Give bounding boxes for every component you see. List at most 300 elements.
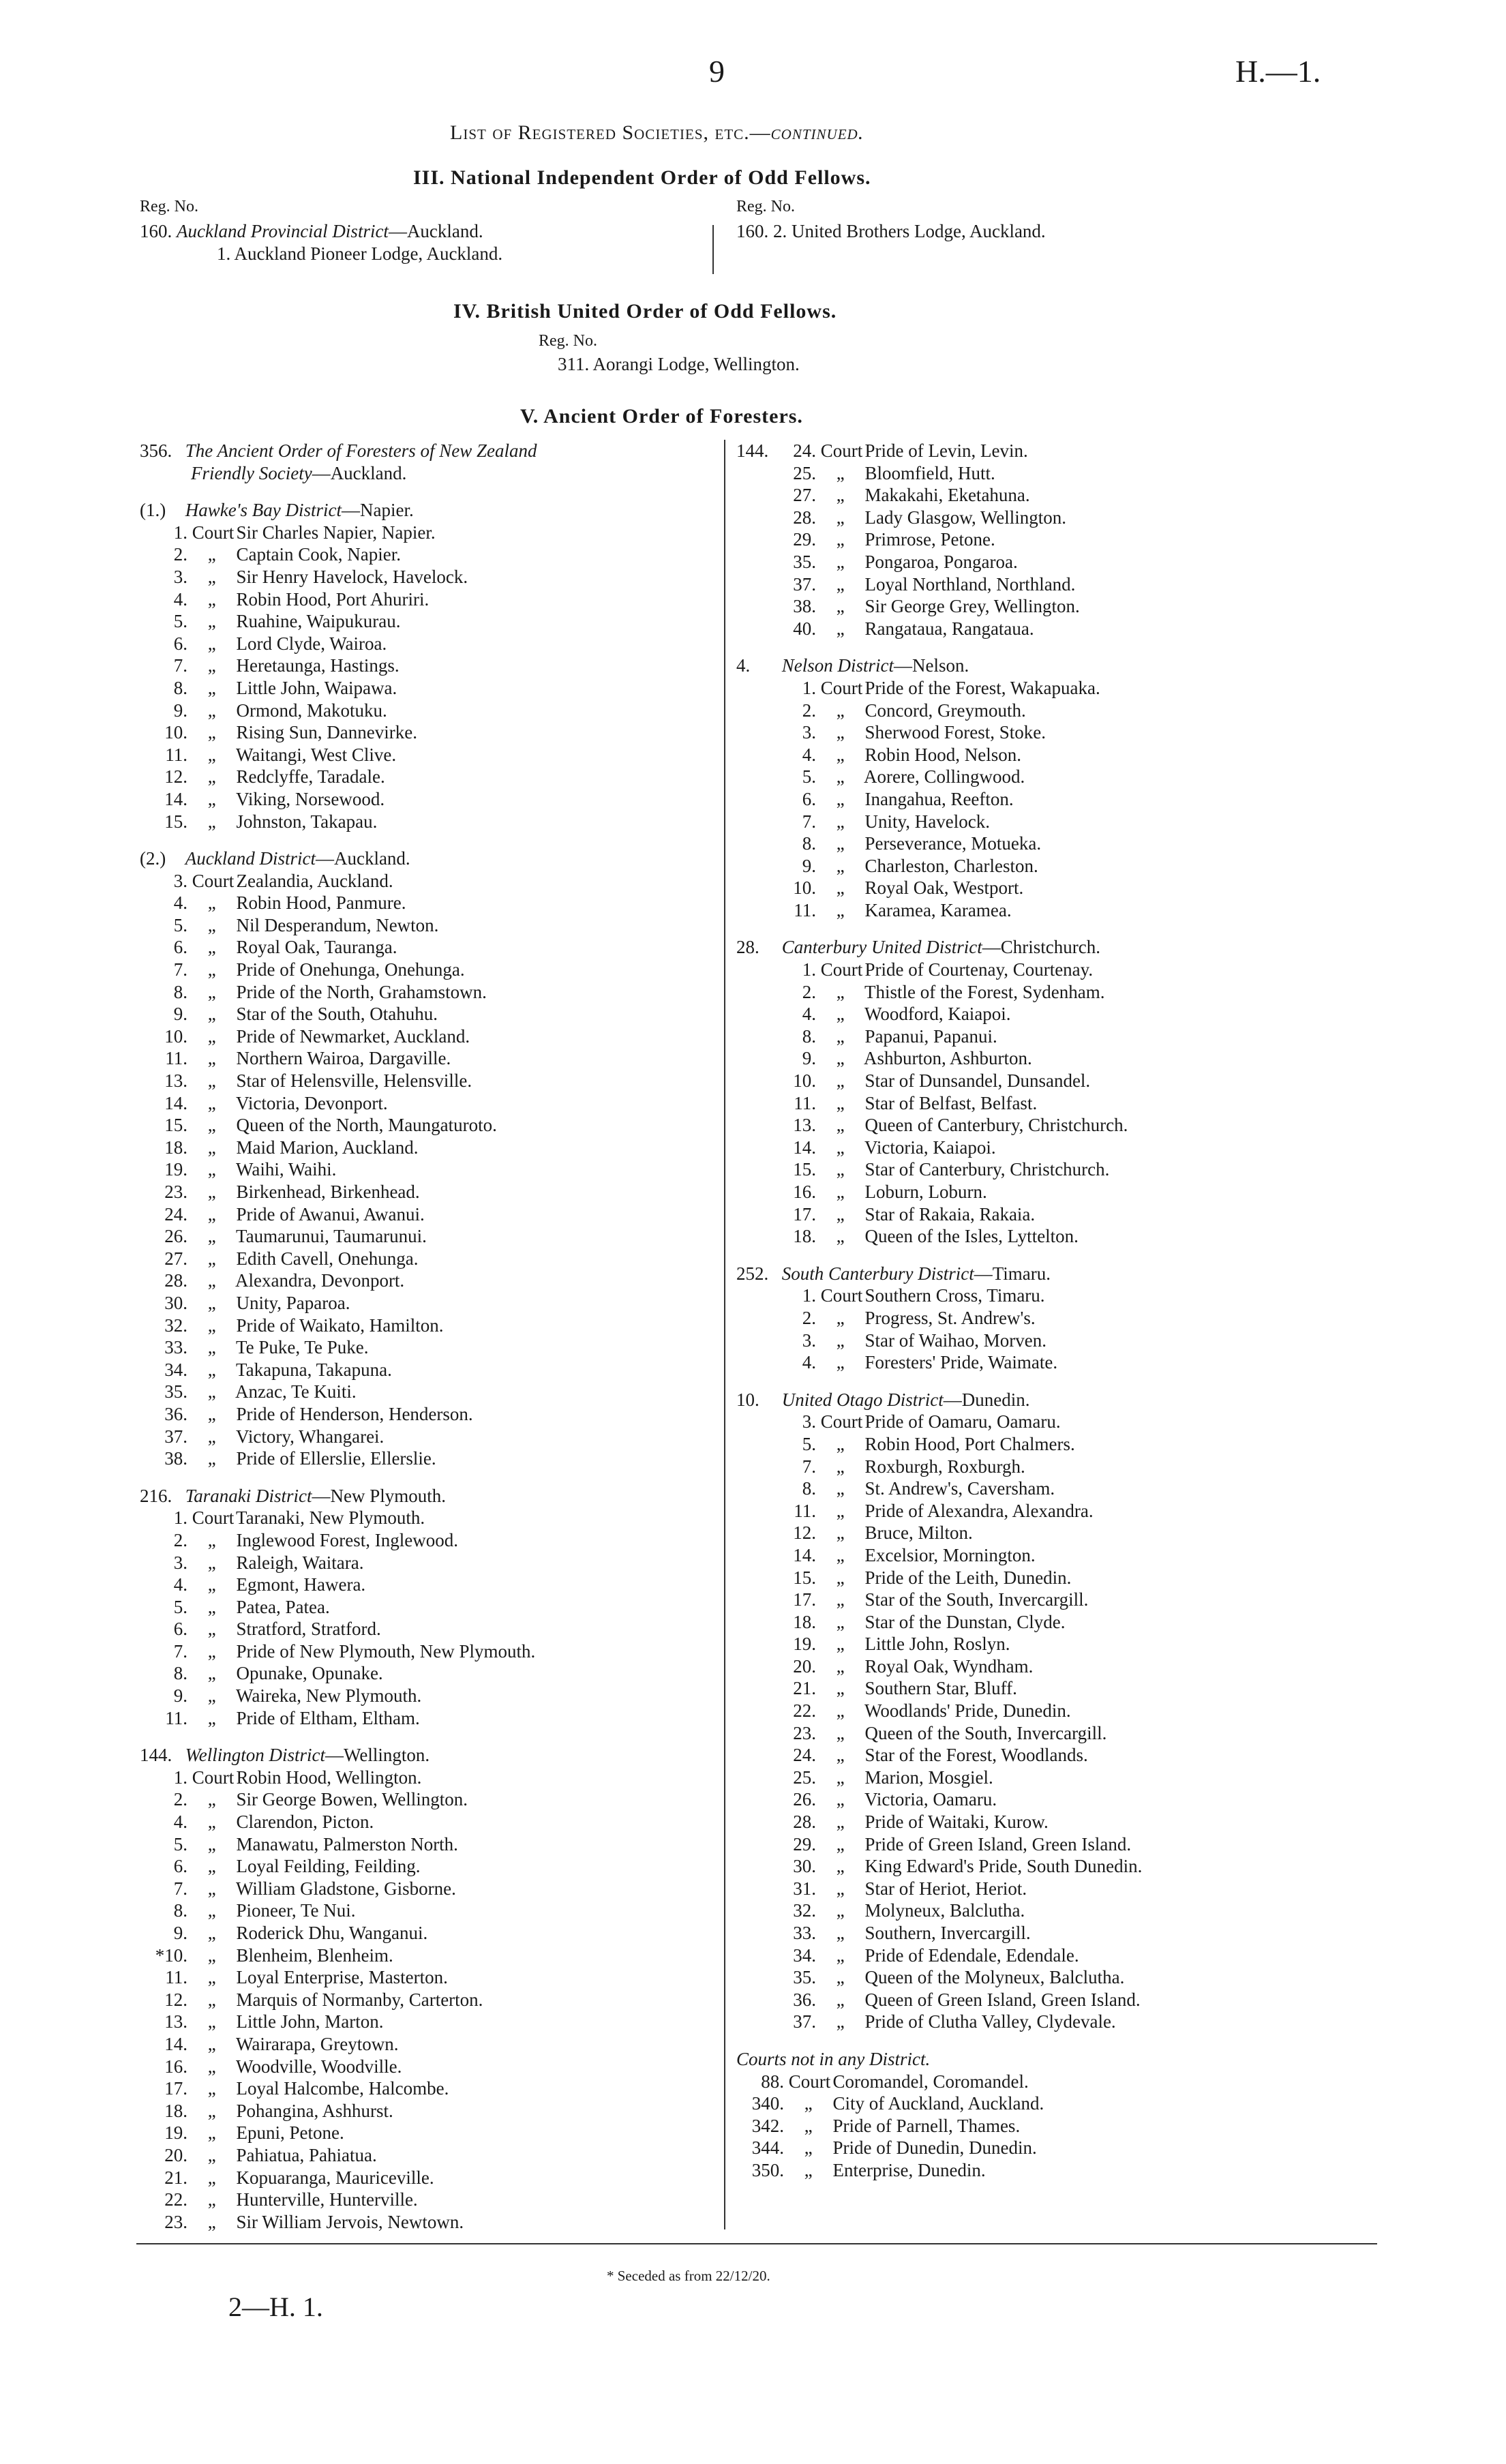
court-prefix: „ [207,1203,216,1225]
court-entry [140,2144,719,2167]
court-prefix: „ [836,573,845,595]
court-name: Queen of the Molyneux, Balclutha. [864,1967,1125,1988]
court-prefix: „ [836,1900,845,1921]
court-name: Pohangina, Ashhurst. [236,2100,393,2121]
court-prefix: „ [836,1137,845,1158]
court-entry [140,1989,719,2011]
court-name: Queen of the South, Invercargill. [864,1722,1107,1743]
court-entry [736,1003,1418,1025]
court-name: Pahiatua, Pahiatua. [236,2144,377,2165]
court-number: 350. [751,2159,784,2180]
court-name: Sir George Bowen, Wellington. [236,1789,468,1810]
court-number: 21. [164,2167,187,2188]
reg-number: 144. [736,440,769,461]
court-number: 5. [173,1833,187,1854]
court-number: 11. [165,1707,187,1728]
court-prefix: „ [207,566,216,587]
court-name: Loburn, Loburn. [864,1182,987,1202]
court-number: 24. [164,1203,187,1225]
court-name: Loyal Northland, Northland. [864,573,1076,595]
court-entry [736,1767,1418,1789]
court-prefix: „ [836,1544,845,1565]
court-entry [140,522,719,544]
court-entry [736,573,1418,596]
court-prefix: „ [207,1137,216,1158]
court-prefix: „ [836,1522,845,1544]
court-entry [736,2092,1418,2115]
court-entry [140,744,719,766]
court-number: 3. [802,722,816,743]
court-number: 342. [751,2115,784,2136]
court-prefix: „ [836,1989,845,2010]
court-prefix: „ [207,1923,216,1943]
court-name: Pride of Oamaru, Oamaru. [864,1411,1061,1432]
court-number: 11. [165,744,187,765]
court-number: 35. [793,1967,816,1988]
court-entry [736,766,1418,788]
court-entry [736,1677,1418,1700]
court-name: Bruce, Milton. [864,1522,973,1544]
court-entry [736,1922,1418,1944]
court-prefix: „ [207,1070,216,1092]
court-entry [736,811,1418,833]
court-name: Opunake, Opunake. [236,1663,383,1684]
court-number: 7. [173,1878,187,1899]
court-number: 8. [173,981,187,1002]
court-number: 10. [164,1025,187,1047]
court-number: 8. [802,833,816,854]
court-name: Aorere, Collingwood. [864,766,1025,787]
court-prefix: „ [207,2122,216,2144]
court-number: 16. [793,1182,816,1202]
court-number: 11. [165,1967,187,1988]
court-prefix: „ [836,1745,845,1766]
court-prefix: „ [207,2211,216,2232]
court-entry [736,618,1418,640]
court-prefix: „ [207,588,216,610]
court-name: Pongaroa, Pongaroa. [864,551,1018,572]
court-entry [140,1833,719,1856]
court-number: 1. [173,1767,187,1788]
court-number: 1. [802,677,816,698]
court-number: 22. [164,2189,187,2210]
court-entry [140,914,719,937]
court-prefix: „ [207,1292,216,1313]
court-prefix: „ [207,744,216,765]
court-name: Perseverance, Motueka. [864,833,1042,854]
court-prefix: „ [836,529,845,550]
court-entry [140,1596,719,1619]
court-name: Inglewood Forest, Inglewood. [236,1529,458,1550]
court-prefix: „ [207,1967,216,1988]
court-entry [140,1922,719,1944]
court-name: Victoria, Devonport. [236,1092,388,1113]
court-prefix: „ [836,507,845,528]
court-entry [736,1611,1418,1634]
court-prefix: „ [207,2033,216,2054]
court-prefix: „ [836,1182,845,1202]
court-name: Victoria, Kaiapoi. [864,1137,996,1158]
district-heading: 144. Wellington District—Wellington. [140,1745,430,1766]
court-entry [736,1655,1418,1678]
court-prefix: „ [207,1381,216,1402]
court-name: Taumarunui, Taumarunui. [236,1226,427,1247]
court-prefix: „ [836,1004,845,1025]
court-number: 5. [802,1433,816,1454]
court-name: Southern Star, Bluff. [864,1678,1017,1699]
court-number: 29. [793,1833,816,1854]
reg-no-label: Reg. No. [140,198,198,215]
court-entry [736,1744,1418,1767]
court-name: Waitangi, West Clive. [236,744,397,765]
court-prefix: „ [207,1403,216,1424]
district-heading: 28. Canterbury United District—Christchurch. [736,937,1100,958]
court-entry [140,1292,719,1314]
court-entry [736,462,1418,485]
court-prefix: „ [207,1789,216,1810]
court-entry [736,1722,1418,1745]
court-number: 20. [793,1655,816,1677]
column-divider [712,225,714,274]
district-heading: 10. United Otago District—Dunedin. [736,1389,1030,1410]
court-name: Robin Hood, Wellington. [236,1767,422,1788]
court-prefix: „ [207,1878,216,1899]
court-number: 23. [164,2211,187,2232]
court-entry [736,1181,1418,1203]
court-number: 8. [173,1900,187,1921]
court-name: Pride of Ellerslie, Ellerslie. [236,1448,436,1469]
court-name: Rising Sun, Dannevirke. [236,722,417,743]
court-name: Loyal Enterprise, Masterton. [236,1967,448,1988]
court-entry [736,1070,1418,1092]
court-name: Southern, Invercargill. [864,1923,1031,1943]
court-name: Star of Waihao, Morven. [864,1329,1047,1351]
court-entry [736,1589,1418,1611]
court-number: 23. [793,1722,816,1743]
court-prefix: „ [836,1833,845,1854]
court-number: 28. [164,1270,187,1291]
court-name: Ruahine, Waipukurau. [236,611,401,632]
court-entry [736,1092,1418,1115]
court-number: 29. [793,529,816,550]
court-entry [140,610,719,633]
court-number: 3. [802,1329,816,1351]
court-prefix: „ [207,811,216,832]
court-entry [736,1522,1418,1544]
lodge-entry: 160. 2. United Brothers Lodge, Auckland. [736,221,1046,241]
court-entry [736,1433,1418,1456]
court-prefix: „ [207,611,216,632]
court-number: 4. [802,744,816,765]
court-entry [140,1114,719,1137]
right-district-list [736,640,1418,2033]
court-number: 4. [802,1004,816,1025]
court-prefix: „ [207,1159,216,1180]
court-entry [736,1351,1418,1374]
court-number: 1. [802,959,816,980]
court-name: Little John, Marton. [236,2011,384,2032]
court-entry [140,1662,719,1685]
court-entry [140,1529,719,1552]
court-number: 40. [793,618,816,639]
court-name: Wairarapa, Greytown. [236,2033,399,2054]
court-name: Waireka, New Plymouth. [236,1685,422,1707]
court-name: Ashburton, Ashburton. [864,1048,1032,1069]
court-number: 10. [793,1070,816,1092]
court-entry [140,700,719,722]
court-prefix: „ [836,1070,845,1092]
column-divider [724,440,725,2229]
footnote: * Seceded as from 22/12/20. [607,2268,770,2284]
court-name: Pride of Edendale, Edendale. [864,1944,1079,1966]
court-prefix: „ [836,596,845,617]
court-prefix: „ [207,1596,216,1617]
court-prefix: „ [836,700,845,721]
court-name: Charleston, Charleston. [864,855,1038,876]
right-column [736,440,1418,2182]
court-prefix: „ [207,788,216,809]
court-entry [736,721,1418,744]
court-entry [736,2159,1418,2182]
court-entry [140,1855,719,1878]
court-name: Enterprise, Dunedin. [832,2159,986,2180]
court-number: 1. [173,522,187,543]
court-prefix: „ [836,1700,845,1722]
court-prefix: „ [207,1663,216,1684]
court-number: 18. [164,2100,187,2121]
court-number: 344. [751,2137,784,2159]
court-entry [140,677,719,700]
court-name: Edith Cavell, Onehunga. [236,1248,419,1269]
court-name: Raleigh, Waitara. [236,1552,364,1573]
court-name: Pioneer, Te Nui. [236,1900,356,1921]
court-number: 14. [164,1092,187,1113]
court-entry [140,1640,719,1663]
court-entry [140,543,719,566]
district-heading: 216. Taranaki District—New Plymouth. [140,1485,447,1506]
court-prefix: „ [207,1989,216,2010]
court-entry [140,1574,719,1596]
court-prefix: „ [836,1856,845,1877]
court-prefix: „ [207,1812,216,1833]
court-name: Sherwood Forest, Stoke. [864,722,1046,743]
court-name: Pride of Parnell, Thames. [832,2115,1021,2136]
court-prefix: „ [207,677,216,698]
court-prefix: „ [836,1456,845,1477]
court-prefix: Court [192,1507,235,1529]
court-number: 38. [793,596,816,617]
court-prefix: „ [836,551,845,572]
court-number: 21. [793,1678,816,1699]
court-number: 34. [793,1944,816,1966]
court-number: 26. [793,1789,816,1810]
court-prefix: „ [804,2115,813,2136]
court-entry [140,959,719,981]
court-entry [736,1833,1418,1856]
court-entry [736,1944,1418,1967]
court-name: Pride of Henderson, Henderson. [236,1403,473,1424]
court-prefix: „ [836,1048,845,1069]
court-entry [736,700,1418,722]
court-number: 19. [164,1159,187,1180]
court-entry [140,721,719,744]
court-number: 5. [173,1596,187,1617]
court-prefix: „ [836,1678,845,1699]
court-prefix: Court [820,440,863,461]
court-name: Redclyffe, Taradale. [236,766,385,787]
court-number: 8. [802,1478,816,1499]
court-prefix: „ [836,1812,845,1833]
court-name: Lady Glasgow, Wellington. [864,507,1067,528]
court-name: Woodlands' Pride, Dunedin. [864,1700,1071,1722]
court-number: 6. [802,788,816,809]
court-number: 340. [751,2093,784,2114]
court-name: Robin Hood, Nelson. [864,744,1021,765]
court-entry [140,1878,719,1900]
court-prefix: Court [192,870,235,891]
court-entry [140,588,719,611]
court-name: Royal Oak, Wyndham. [864,1655,1034,1677]
court-number: 27. [793,485,816,506]
court-number: 33. [164,1337,187,1358]
court-entry [140,1003,719,1025]
reg-no-label: Reg. No. [539,332,597,350]
court-prefix: „ [207,2100,216,2121]
court-prefix: „ [207,1182,216,1202]
court-prefix: „ [804,2093,813,2114]
court-prefix: „ [836,1878,845,1899]
court-entry [736,1878,1418,1900]
court-entry [140,633,719,655]
court-number: 20. [164,2144,187,2165]
court-entry [140,2122,719,2144]
court-name: King Edward's Pride, South Dunedin. [864,1856,1143,1877]
court-name: Loyal Feilding, Feilding. [236,1856,421,1877]
court-prefix: „ [207,1426,216,1447]
court-prefix: „ [207,1270,216,1291]
court-number: 25. [793,462,816,483]
court-number: 27. [164,1248,187,1269]
court-entry [140,1403,719,1426]
society-heading-cont: Friendly Society—Auckland. [191,462,407,483]
court-number: 9. [802,855,816,876]
court-name: Queen of the North, Maungaturoto. [236,1115,497,1136]
district-heading: 160. Auckland Provincial District—Auckland. [140,221,483,241]
court-name: Roderick Dhu, Wanganui. [236,1923,428,1943]
court-number: 3. [802,1411,816,1432]
court-prefix: „ [836,1329,845,1351]
court-name: Hunterville, Hunterville. [236,2189,418,2210]
court-prefix: „ [836,1589,845,1610]
court-prefix: „ [207,2189,216,2210]
court-name: Unity, Paparoa. [236,1292,350,1313]
court-prefix: „ [836,1567,845,1588]
court-prefix: „ [836,788,845,809]
court-entry [140,1092,719,1115]
order-title-iv: IV. British United Order of Odd Fellows. [453,300,837,322]
court-prefix: „ [207,1448,216,1469]
reg-no-label: Reg. No. [736,198,795,215]
court-prefix: „ [804,2137,813,2159]
court-entry [140,1137,719,1159]
court-number: 88. [761,2071,784,2092]
court-name: Excelsior, Mornington. [864,1544,1036,1565]
court-name: Star of Rakaia, Rakaia. [864,1203,1036,1225]
court-entry [140,1070,719,1092]
court-name: Molyneux, Balclutha. [864,1900,1025,1921]
court-name: Pride of Green Island, Green Island. [864,1833,1132,1854]
court-name: Queen of Green Island, Green Island. [864,1989,1141,2010]
court-prefix: „ [207,2011,216,2032]
court-name: Woodford, Kaiapoi. [864,1004,1011,1025]
court-entry [140,655,719,677]
court-name: Pride of Courtenay, Courtenay. [864,959,1094,980]
court-number: 7. [802,1456,816,1477]
court-name: Victory, Whangarei. [236,1426,385,1447]
court-entry [736,899,1418,922]
court-prefix: „ [836,1307,845,1328]
court-prefix: „ [207,1337,216,1358]
court-number: 32. [793,1900,816,1921]
court-entry [736,440,1418,462]
court-entry [736,1158,1418,1181]
court-name: Pride of Eltham, Eltham. [236,1707,420,1728]
court-name: Pride of Levin, Levin. [864,440,1028,461]
court-name: Pride of Dunedin, Dunedin. [832,2137,1037,2159]
court-prefix: „ [836,877,845,899]
court-number: 10. [164,722,187,743]
court-name: Primrose, Petone. [864,529,995,550]
court-entry [140,1269,719,1292]
left-column [140,440,719,2233]
court-name: Ormond, Makotuku. [236,700,387,721]
court-number: *10. [155,1944,187,1966]
court-prefix: „ [207,1359,216,1380]
court-entry [140,766,719,788]
court-name: Papanui, Papanui. [864,1025,997,1047]
court-name: Star of Helensville, Helensville. [236,1070,472,1092]
court-entry [736,1203,1418,1226]
court-name: Woodville, Woodville. [236,2056,402,2077]
court-number: 7. [802,811,816,832]
court-name: Inangahua, Reefton. [864,788,1014,809]
not-in-district-list [736,2071,1418,2182]
court-prefix: „ [207,937,216,958]
court-prefix: „ [207,544,216,565]
court-name: Taranaki, New Plymouth. [236,1507,425,1529]
court-entry [140,870,719,892]
court-entry [736,1307,1418,1329]
court-entry [140,2056,719,2078]
court-name: Waihi, Waihi. [236,1159,337,1180]
lodge-entry: 311. Aorangi Lodge, Wellington. [558,354,800,374]
court-entry [140,2033,719,2056]
court-prefix: „ [207,1619,216,1640]
court-name: Little John, Roslyn. [864,1634,1010,1655]
court-number: 11. [794,1092,816,1113]
court-entry [736,1811,1418,1833]
court-entry [736,1137,1418,1159]
court-name: Epuni, Petone. [236,2122,344,2144]
court-prefix: „ [836,1226,845,1247]
court-entry [140,1025,719,1048]
court-name: Zealandia, Auckland. [236,870,393,891]
court-prefix: „ [207,1574,216,1595]
court-entry [140,1767,719,1789]
court-entry [140,892,719,914]
court-entry [736,1025,1418,1048]
court-prefix: „ [836,485,845,506]
